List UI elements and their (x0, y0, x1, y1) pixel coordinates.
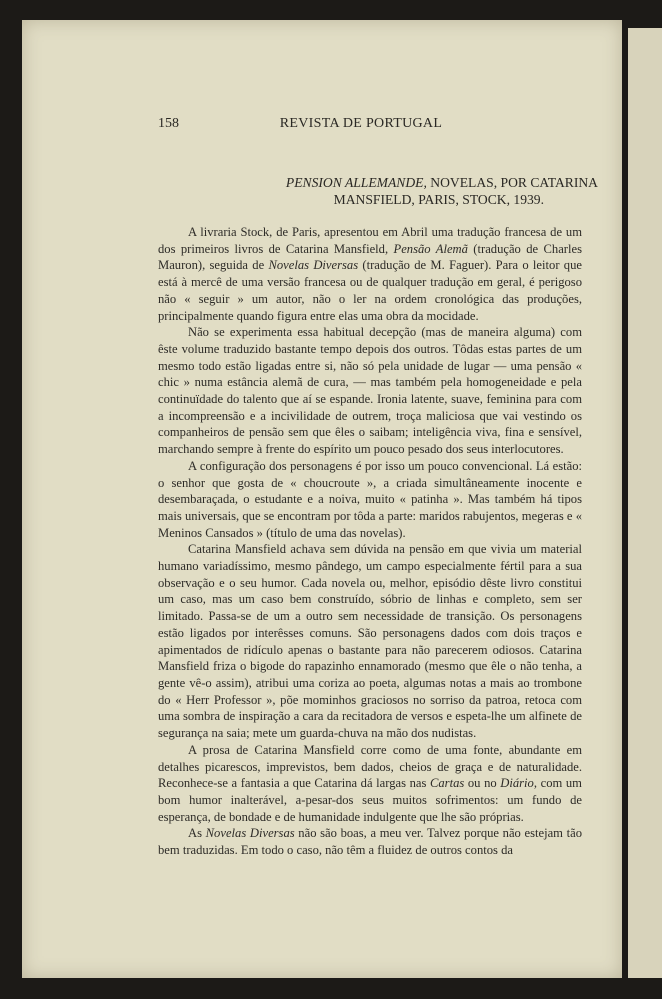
body-paragraph (158, 224, 582, 324)
text-span: A livraria Stock, de Paris, apresentou em Abril uma tradução francesa de um dos primeiros livros de Catarina Mansfield, (158, 225, 582, 256)
italic-title-span: Novelas Diversas (268, 258, 359, 273)
running-title: REVISTA DE PORTUGAL (279, 116, 443, 131)
article-body (158, 224, 582, 859)
facing-page-edge (628, 28, 662, 978)
page-number: 158 (158, 116, 179, 131)
italic-title-span: Pensão Alemã (393, 241, 468, 256)
text-span: (tradução de M. Faguer). Para o leitor que está à mercê de uma versão francesa ou de qualquer tradução em geral, é perigoso não « seguir » um autor, não o ler na ordem cronológica das produções, principalmente quando figura entre elas uma obra da mocidade. (158, 258, 582, 323)
italic-title-span: Diário (500, 776, 534, 791)
text-span: A configuração dos personagens é por isso um pouco convencional. Lá estão: o senhor que gosta de « choucroute », a criada simultâneamente inocente e desembaraçada, o estudante e a noiva, muito « patinha ». Mas também há tipos mais universais, que se encontram por tôda a parte: maridos rabujentos, megeras e « Meninos Cansados » (título de uma das novelas). (158, 458, 582, 540)
body-paragraph (158, 825, 582, 858)
review-title-line-2: MANSFIELD, PARIS, STOCK, 1939. (333, 192, 544, 207)
body-paragraph (158, 541, 582, 741)
text-span: A prosa de Catarina Mansfield corre como de uma fonte, abundante em detalhes picarescos, imprevistos, bem dados, cheios de graça e de naturalidade. Reconhece-se a fantasia a que Catarina dá largas nas (158, 742, 582, 791)
text-span: ou no (464, 776, 501, 791)
italic-title-span: Novelas Diversas (205, 826, 295, 841)
review-title-line-1 (160, 174, 598, 191)
review-title-rest: NOVELAS, POR CATARINA (426, 175, 598, 190)
body-paragraph (158, 324, 582, 458)
text-span: não são boas, a meu ver. Talvez porque não estejam tão bem traduzidas. Em todo o caso, não têm a fluidez de outros contos da (158, 826, 582, 858)
page-header (158, 116, 564, 136)
review-title (160, 174, 598, 208)
italic-title-span: Cartas (429, 776, 465, 791)
text-span: Catarina Mansfield achava sem dúvida na pensão em que vivia um material humano variadíssimo, mesmo pândego, um campo especialmente fértil para a sua observação e o seu humor. Cada novela ou, melhor, episódio dêste livro constitui um caso, mas um caso bem construído, sóbrio de linhas e completo, sem ser limitado. Passa-se de um a outro sem necessidade de transição. Os personagens estão ligados por interêsses comuns. São personagens dados com dois traços e apimentados de ridículo apenas o bastante para não parecerem odiosos. Catarina Mansfield friza o bigode do rapazinho ennamorado (mesmo que êle o não tenha, a gente vê-o assim), atribui uma coriza ao poeta, algumas notas a mais ao trombone do « Herr Professor », põe mominhos graciosos no sorriso da patroa, retoca com uma sombra de inspiração a cara da recitadora de versos e espeta-lhe um alfinete de segurança na saia; mete um guarda-chuva na mão dos nudistas. (158, 542, 582, 741)
text-span: , com um bom humor inalterável, a-pesar-dos seus muitos sofrimentos: um fundo de esperança, de bondade e de humanidade indulgente que lhe são próprias. (158, 776, 582, 824)
text-span: As (188, 826, 206, 841)
text-span: (tradução de Charles Mauron), seguida de (158, 241, 582, 273)
body-paragraph (158, 742, 582, 826)
body-paragraph (158, 458, 582, 542)
text-span: Não se experimenta essa habitual decepção (mas de maneira alguma) com êste volume traduzido bastante tempo depois dos outros. Tôdas estas partes de um mesmo todo estão ligadas entre si, não só pela unidade de lugar — uma pensão « chic » numa estância alemã de cura, — mas também pela homogeneidade e pela continuïdade do talento que aí se espande. Ironia latente, suave, feminina para com a incompreensão e a incivilidade de outrem, troça maliciosa que vai vestindo os companheiros de pensão sem que êles o saibam; inteligência viva, fina e sensível, marchando sempre à frente do espírito um pouco pesado dos seus interlocutores. (158, 325, 582, 457)
book-title-italic: PENSION ALLEMANDE, (285, 175, 427, 190)
